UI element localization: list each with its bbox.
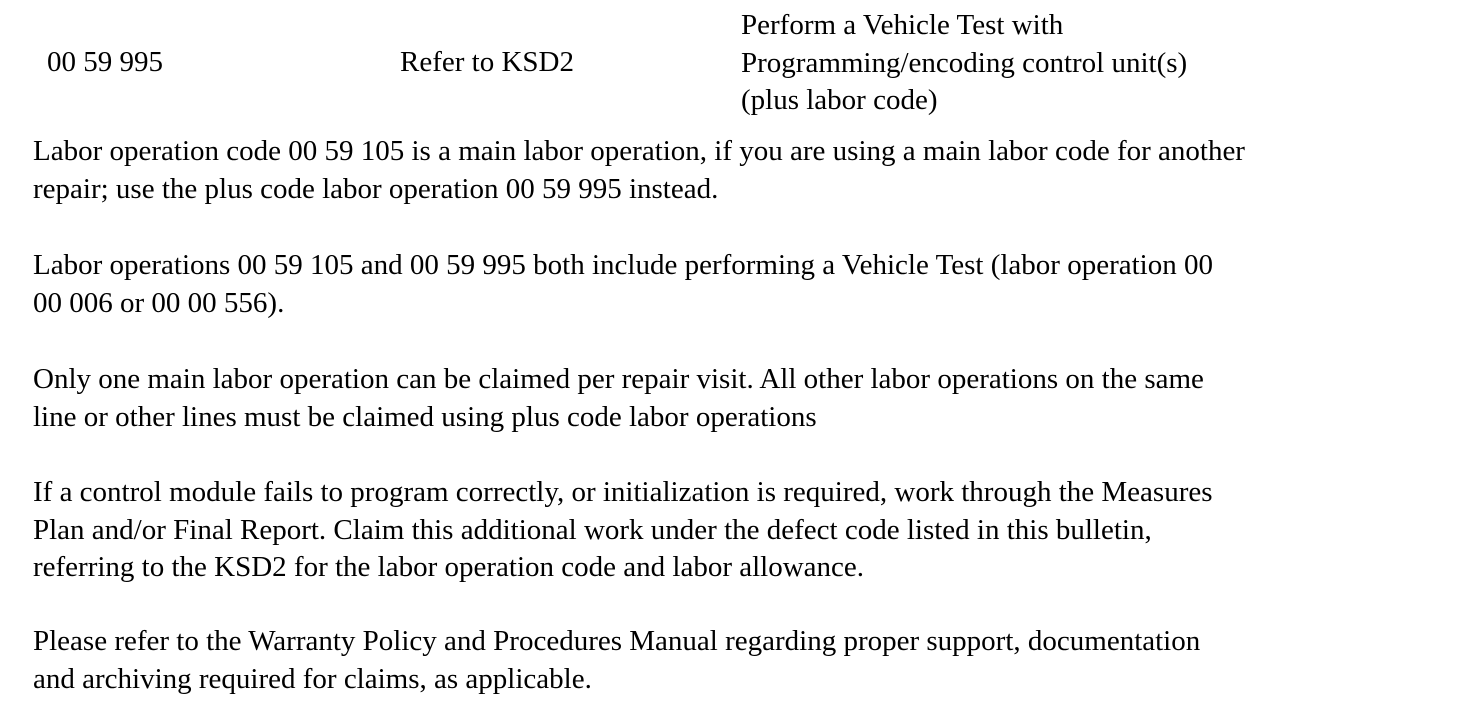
paragraph-line: repair; use the plus code labor operation 00 59 995 instead. xyxy=(33,172,719,205)
time-allowance-cell: Refer to KSD2 xyxy=(400,46,574,78)
paragraph-vehicle-test xyxy=(33,247,1453,322)
paragraph-line: Labor operation code 00 59 105 is a main labor operation, if you are using a main labor code for another xyxy=(33,135,1245,167)
description-line: Programming/encoding control unit(s) xyxy=(741,46,1188,79)
paragraph-one-main-labor xyxy=(33,361,1453,436)
paragraph-line: line or other lines must be claimed using plus code labor operations xyxy=(33,400,817,433)
paragraph-line: If a control module fails to program correctly, or initialization is required, work through the Measures xyxy=(33,476,1213,508)
paragraph-main-labor-code xyxy=(33,133,1453,208)
paragraph-line: 00 006 or 00 00 556). xyxy=(33,286,285,319)
paragraph-control-module-failure xyxy=(33,474,1453,587)
paragraph-line: Please refer to the Warranty Policy and Procedures Manual regarding proper support, documentation xyxy=(33,625,1201,657)
paragraph-line: referring to the KSD2 for the labor operation code and labor allowance. xyxy=(33,551,865,583)
paragraph-line: Labor operations 00 59 105 and 00 59 995 both include performing a Vehicle Test (labor operation 00 xyxy=(33,249,1213,281)
paragraph-line: and archiving required for claims, as applicable. xyxy=(33,662,592,695)
description-line: Perform a Vehicle Test with xyxy=(741,9,1064,41)
description-line: (plus labor code) xyxy=(741,84,938,116)
paragraph-line: Plan and/or Final Report. Claim this additional work under the defect code listed in this bulletin, xyxy=(33,513,1152,546)
labor-code-cell: 00 59 995 xyxy=(47,46,163,78)
labor-table-row xyxy=(0,7,1472,121)
paragraph-line: Only one main labor operation can be claimed per repair visit. All other labor operations on the same xyxy=(33,363,1204,395)
description-cell xyxy=(741,7,1187,120)
paragraph-warranty-policy xyxy=(33,623,1453,698)
